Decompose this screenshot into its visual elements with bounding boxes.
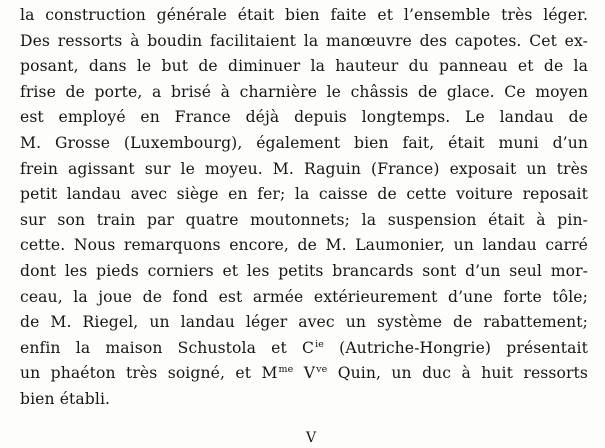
superscript-text: ie: [315, 338, 324, 350]
text-line: [20, 310, 588, 336]
text-segment: frein agissant sur le moyeu. M. Raguin (France) exposait un très: [20, 159, 588, 178]
text-segment: Des ressorts à boudin facilitaient la manœuvre des capotes. Cet ex-: [20, 31, 588, 50]
text-line: [20, 208, 588, 234]
text-segment: un phaéton très soigné, et M: [20, 364, 278, 383]
text-line: [20, 233, 588, 259]
text-segment: posant, dans le but de diminuer la hauteur du panneau et de la: [20, 57, 588, 76]
text-segment: cette. Nous remarquons encore, de M. Laumonier, un landau carré: [20, 236, 588, 255]
text-line: [20, 182, 588, 208]
text-line: [20, 54, 588, 80]
text-segment: de M. Riegel, un landau léger avec un système de rabattement;: [20, 313, 588, 332]
text-line: [20, 361, 588, 387]
text-line: [20, 387, 588, 413]
text-segment: ceau, la joue de fond est armée extérieurement d’une forte tôle;: [20, 287, 588, 306]
text-segment: la construction générale était bien faite et l’ensemble très léger.: [20, 6, 588, 24]
text-line: [20, 259, 588, 285]
text-segment: V: [293, 364, 316, 383]
text-segment: est employé en France déjà depuis longtemps. Le landau de: [20, 108, 588, 127]
superscript-text: me: [278, 364, 294, 376]
text-line: [20, 285, 588, 311]
text-line: [20, 105, 588, 131]
text-segment: frise de porte, a brisé à charnière le châssis de glace. Ce moyen: [20, 82, 588, 101]
text-segment: Quin, un duc à huit ressorts: [327, 364, 588, 383]
text-line: [20, 3, 588, 29]
superscript-text: ve: [316, 364, 328, 376]
paragraph: [20, 3, 588, 413]
text-segment: M. Grosse (Luxembourg), également bien fait, était muni d’un: [20, 133, 588, 152]
text-line: [20, 80, 588, 106]
text-segment: bien établi.: [20, 389, 111, 408]
text-segment: petit landau avec siège en fer; la caisse de cette voiture reposait: [20, 185, 588, 204]
text-segment: enfin la maison Schustola et C: [20, 338, 315, 357]
text-line: [20, 157, 588, 183]
text-segment: sur son train par quatre moutonnets; la suspension était à pin-: [20, 210, 588, 229]
text-segment: (Autriche-Hongrie) présentait: [323, 338, 589, 357]
text-segment: dont les pieds corniers et les petits brancards sont d’un seul mor-: [20, 261, 588, 280]
section-numeral: V: [306, 430, 317, 446]
text-line: [20, 29, 588, 55]
text-line: [20, 131, 588, 157]
text-line: [20, 336, 588, 362]
